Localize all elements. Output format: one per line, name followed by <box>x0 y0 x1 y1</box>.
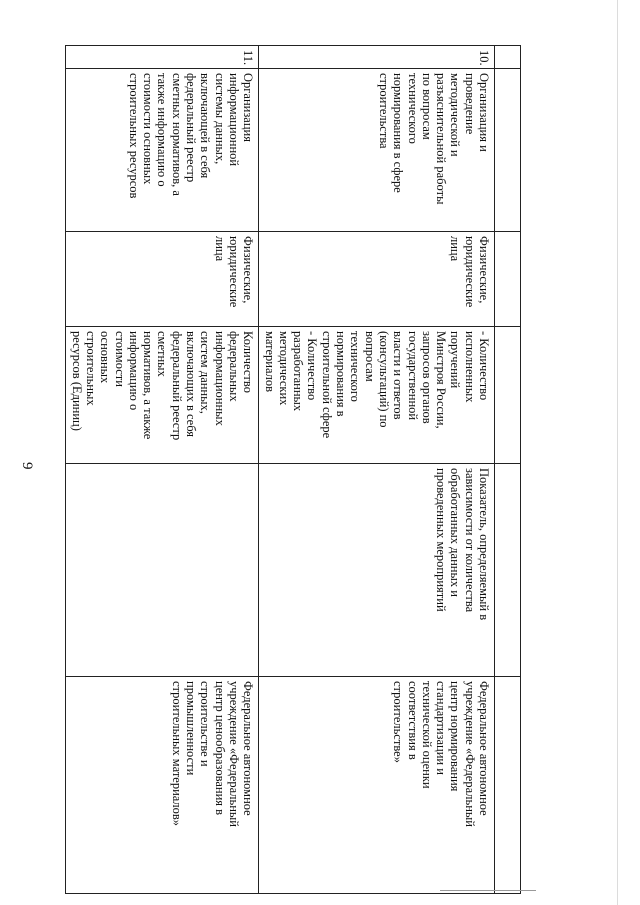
executor-cell: Федеральное автономное учреждение «Федеральный центр нормирования стандартизации и технической оценки соответствия в строительстве» <box>259 677 495 894</box>
executor-cell: Федеральное автономное учреждение «Федеральный центр ценообразования в строительстве и промышленности строительных материалов» <box>66 677 259 894</box>
table-row <box>259 46 495 894</box>
table-header-continuation <box>495 46 521 894</box>
table-cell <box>495 464 521 677</box>
table-row <box>66 46 259 894</box>
table-cell <box>495 69 521 232</box>
row-number: 11. <box>66 46 259 69</box>
rotated-table-container <box>69 45 521 893</box>
activity-cell: Организация и проведение методической и разъяснительной работы по вопросам технического нормирования в сфере строительства <box>259 69 495 232</box>
table-cell <box>495 46 521 69</box>
page-number: 9 <box>19 462 35 470</box>
measure-cell <box>66 464 259 677</box>
services-table <box>65 45 521 894</box>
table-cell <box>495 232 521 327</box>
indicators-cell: Количество федеральных информационных систем данных, включающих в себя федеральный реестр сметных нормативов, а также информацию о стоимости основных строительных ресурсов (Единиц) <box>66 327 259 464</box>
scan-edge-line <box>617 0 618 905</box>
table-cell <box>495 677 521 894</box>
recipients-cell: Физические, юридические лица <box>259 232 495 327</box>
activity-cell: Организация информационной системы данных, включающей в себя федеральный реестр сметных нормативов, а также информацию о стоимости основных строительных ресурсов <box>66 69 259 232</box>
row-number: 10. <box>259 46 495 69</box>
measure-cell: Показатель, определяемый в зависимости от количества обработанных данных и проведенных мероприятий <box>259 464 495 677</box>
indicators-cell: - Количество исполненных поручений Минстроя России, запросов органов государственной власти и ответов (консультаций) по вопросам технического нормирования в строительной сфере - Количество разработанных методических материалов <box>259 327 495 464</box>
recipients-cell: Физические, юридические лица <box>66 232 259 327</box>
scan-bottom-mark <box>440 890 536 891</box>
table-cell <box>495 327 521 464</box>
